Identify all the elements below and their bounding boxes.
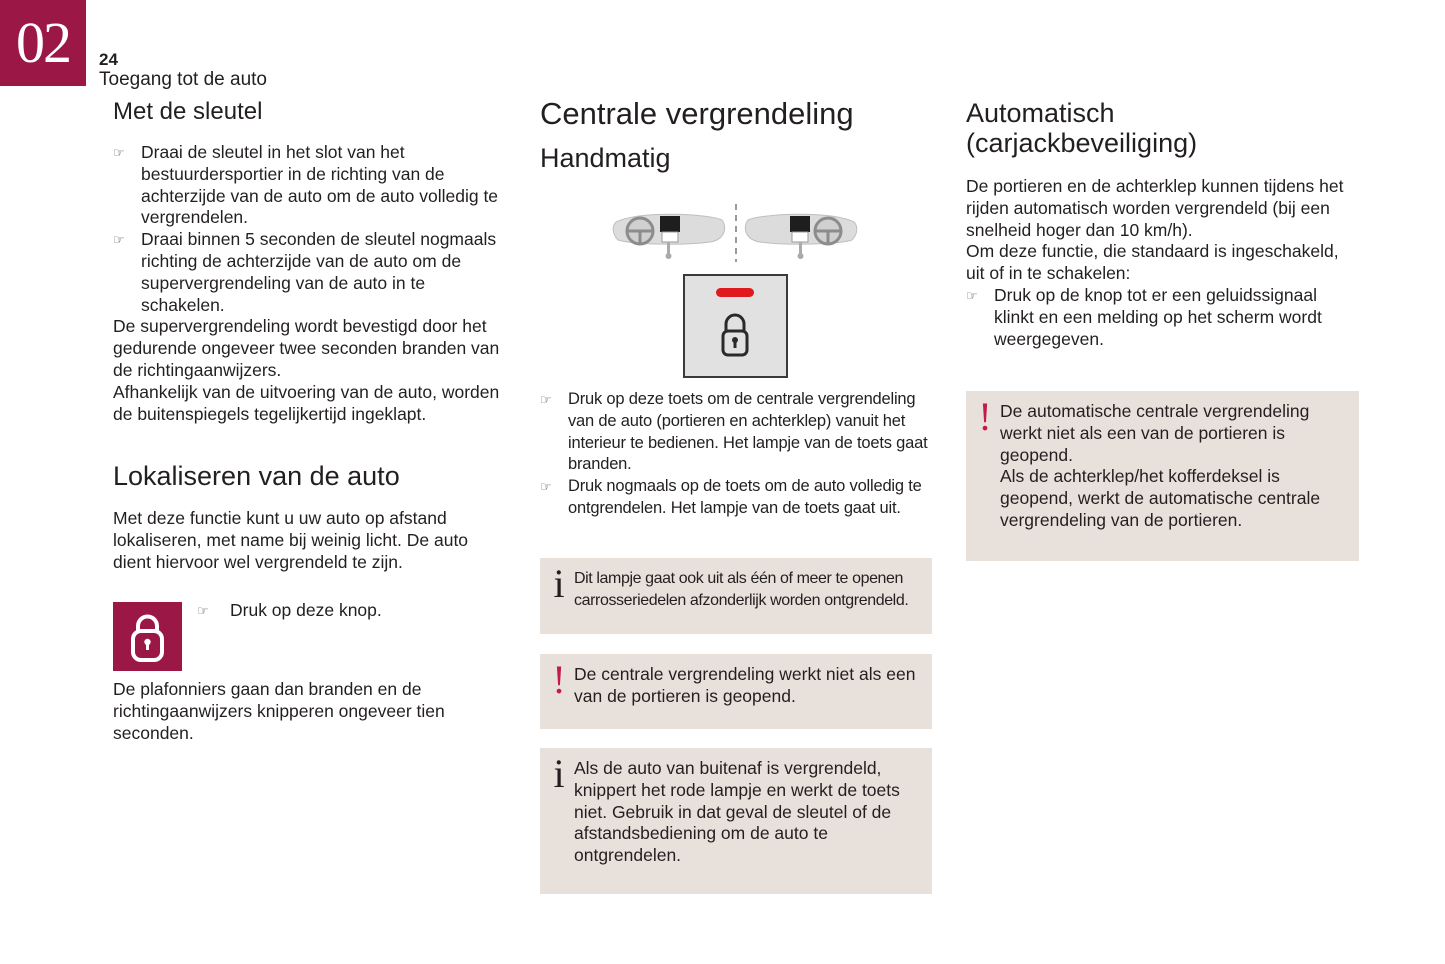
info-note: i Als de auto van buitenaf is vergrendeld, knippert het rode lampje en werkt de toets niet. Gebruik in dat geval de sleutel of de afstandsbediening om de auto te ontgrendelen. (540, 748, 932, 894)
list-item: ☞ Druk op deze knop. (197, 600, 382, 620)
locate-heading: Lokaliseren van de auto (113, 461, 400, 492)
manual-subheading: Handmatig (540, 143, 671, 173)
paragraph: De portieren en de achterklep kunnen tijdens het rijden automatisch worden vergrendeld (bij een snelheid hoger dan 10 km/h). (966, 176, 1344, 240)
padlock-icon (113, 602, 182, 671)
central-locking-illustration (600, 200, 870, 380)
paragraph: De plafonniers gaan dan branden en de richtingaanwijzers knipperen ongeveer tien seconden. (113, 679, 445, 743)
automatic-bullet-list (966, 285, 1359, 350)
section-title: Toegang tot de auto (99, 69, 267, 90)
key-heading: Met de sleutel (113, 98, 263, 125)
paragraph: Met deze functie kunt u uw auto op afstand lokaliseren, met name bij weinig licht. De auto dient hiervoor wel vergrendeld te zijn. (113, 508, 469, 572)
warning-icon: ! (978, 394, 992, 439)
list-item: ☞ Druk nogmaals op de toets om de auto volledig te ontgrendelen. Het lampje van de toets gaat uit. (540, 477, 922, 517)
info-icon: i (553, 751, 565, 796)
automatic-heading: Automatisch (carjackbeveiliging) (966, 98, 1198, 158)
chapter-tab: 02 (0, 0, 86, 86)
pointer-hand-icon: ☞ (113, 145, 125, 160)
list-item: ☞ Druk op de knop tot er een geluidssignaal klinkt en een melding op het scherm wordt weergegeven. (966, 284, 1322, 349)
pointer-hand-icon: ☞ (113, 232, 125, 248)
page-number: 24 (99, 50, 118, 69)
paragraph: De supervergrendeling wordt bevestigd door het gedurende ongeveer twee seconden branden van de richtingaanwijzers. (113, 316, 500, 380)
info-note: i Dit lampje gaat ook uit als één of meer te openen carrosseriedelen afzonderlijk worden ontgrendeld. (540, 558, 932, 634)
left-mirror-icon (613, 214, 724, 259)
central-locking-bullets (540, 389, 932, 520)
list-item: ☞ Draai de sleutel in het slot van het bestuurdersportier in de richting van de achterzijde van de auto om de auto volledig te vergrendelen. (113, 142, 499, 228)
key-bullet-list (113, 142, 513, 316)
pointer-hand-icon: ☞ (540, 479, 552, 495)
lock-button-icon (113, 602, 182, 671)
column-left (113, 98, 513, 574)
list-item: ☞ Druk op deze toets om de centrale vergrendeling van de auto (portieren en achterklep) vanuit het interieur te bedienen. Het lampje van de toets gaat branden. (540, 390, 928, 474)
paragraph: Afhankelijk van de uitvoering van de auto, worden de buitenspiegels tegelijkertijd ingeklapt. (113, 381, 500, 424)
indicator-lamp (716, 288, 754, 297)
pointer-hand-icon: ☞ (540, 392, 552, 407)
list-item: ☞ Draai binnen 5 seconden de sleutel nogmaals richting de achterzijde van de auto om de supervergrendeling van de auto in te schakelen. (113, 229, 497, 315)
pointer-hand-icon: ☞ (966, 287, 978, 303)
central-locking-heading: Centrale vergrendeling (540, 96, 854, 131)
locate-instruction (197, 600, 497, 622)
pointer-hand-icon: ☞ (197, 603, 209, 618)
info-icon: i (553, 561, 565, 606)
warning-note: ! De centrale vergrendeling werkt niet als een van de portieren is geopend. (540, 654, 932, 729)
warning-note: ! De automatische centrale vergrendeling werkt niet als een van de portieren is geopend. Als de achterklep/het kofferdeksel is geopend, werkt de automatische centrale vergrendeling van de portieren. (966, 391, 1359, 561)
right-mirror-icon (745, 214, 856, 259)
lock-toggle-button (684, 275, 787, 377)
column-right (966, 98, 1359, 350)
column-middle (540, 96, 932, 173)
warning-icon: ! (552, 657, 566, 702)
paragraph: Om deze functie, die standaard is ingeschakeld, uit of in te schakelen: (966, 241, 1339, 284)
